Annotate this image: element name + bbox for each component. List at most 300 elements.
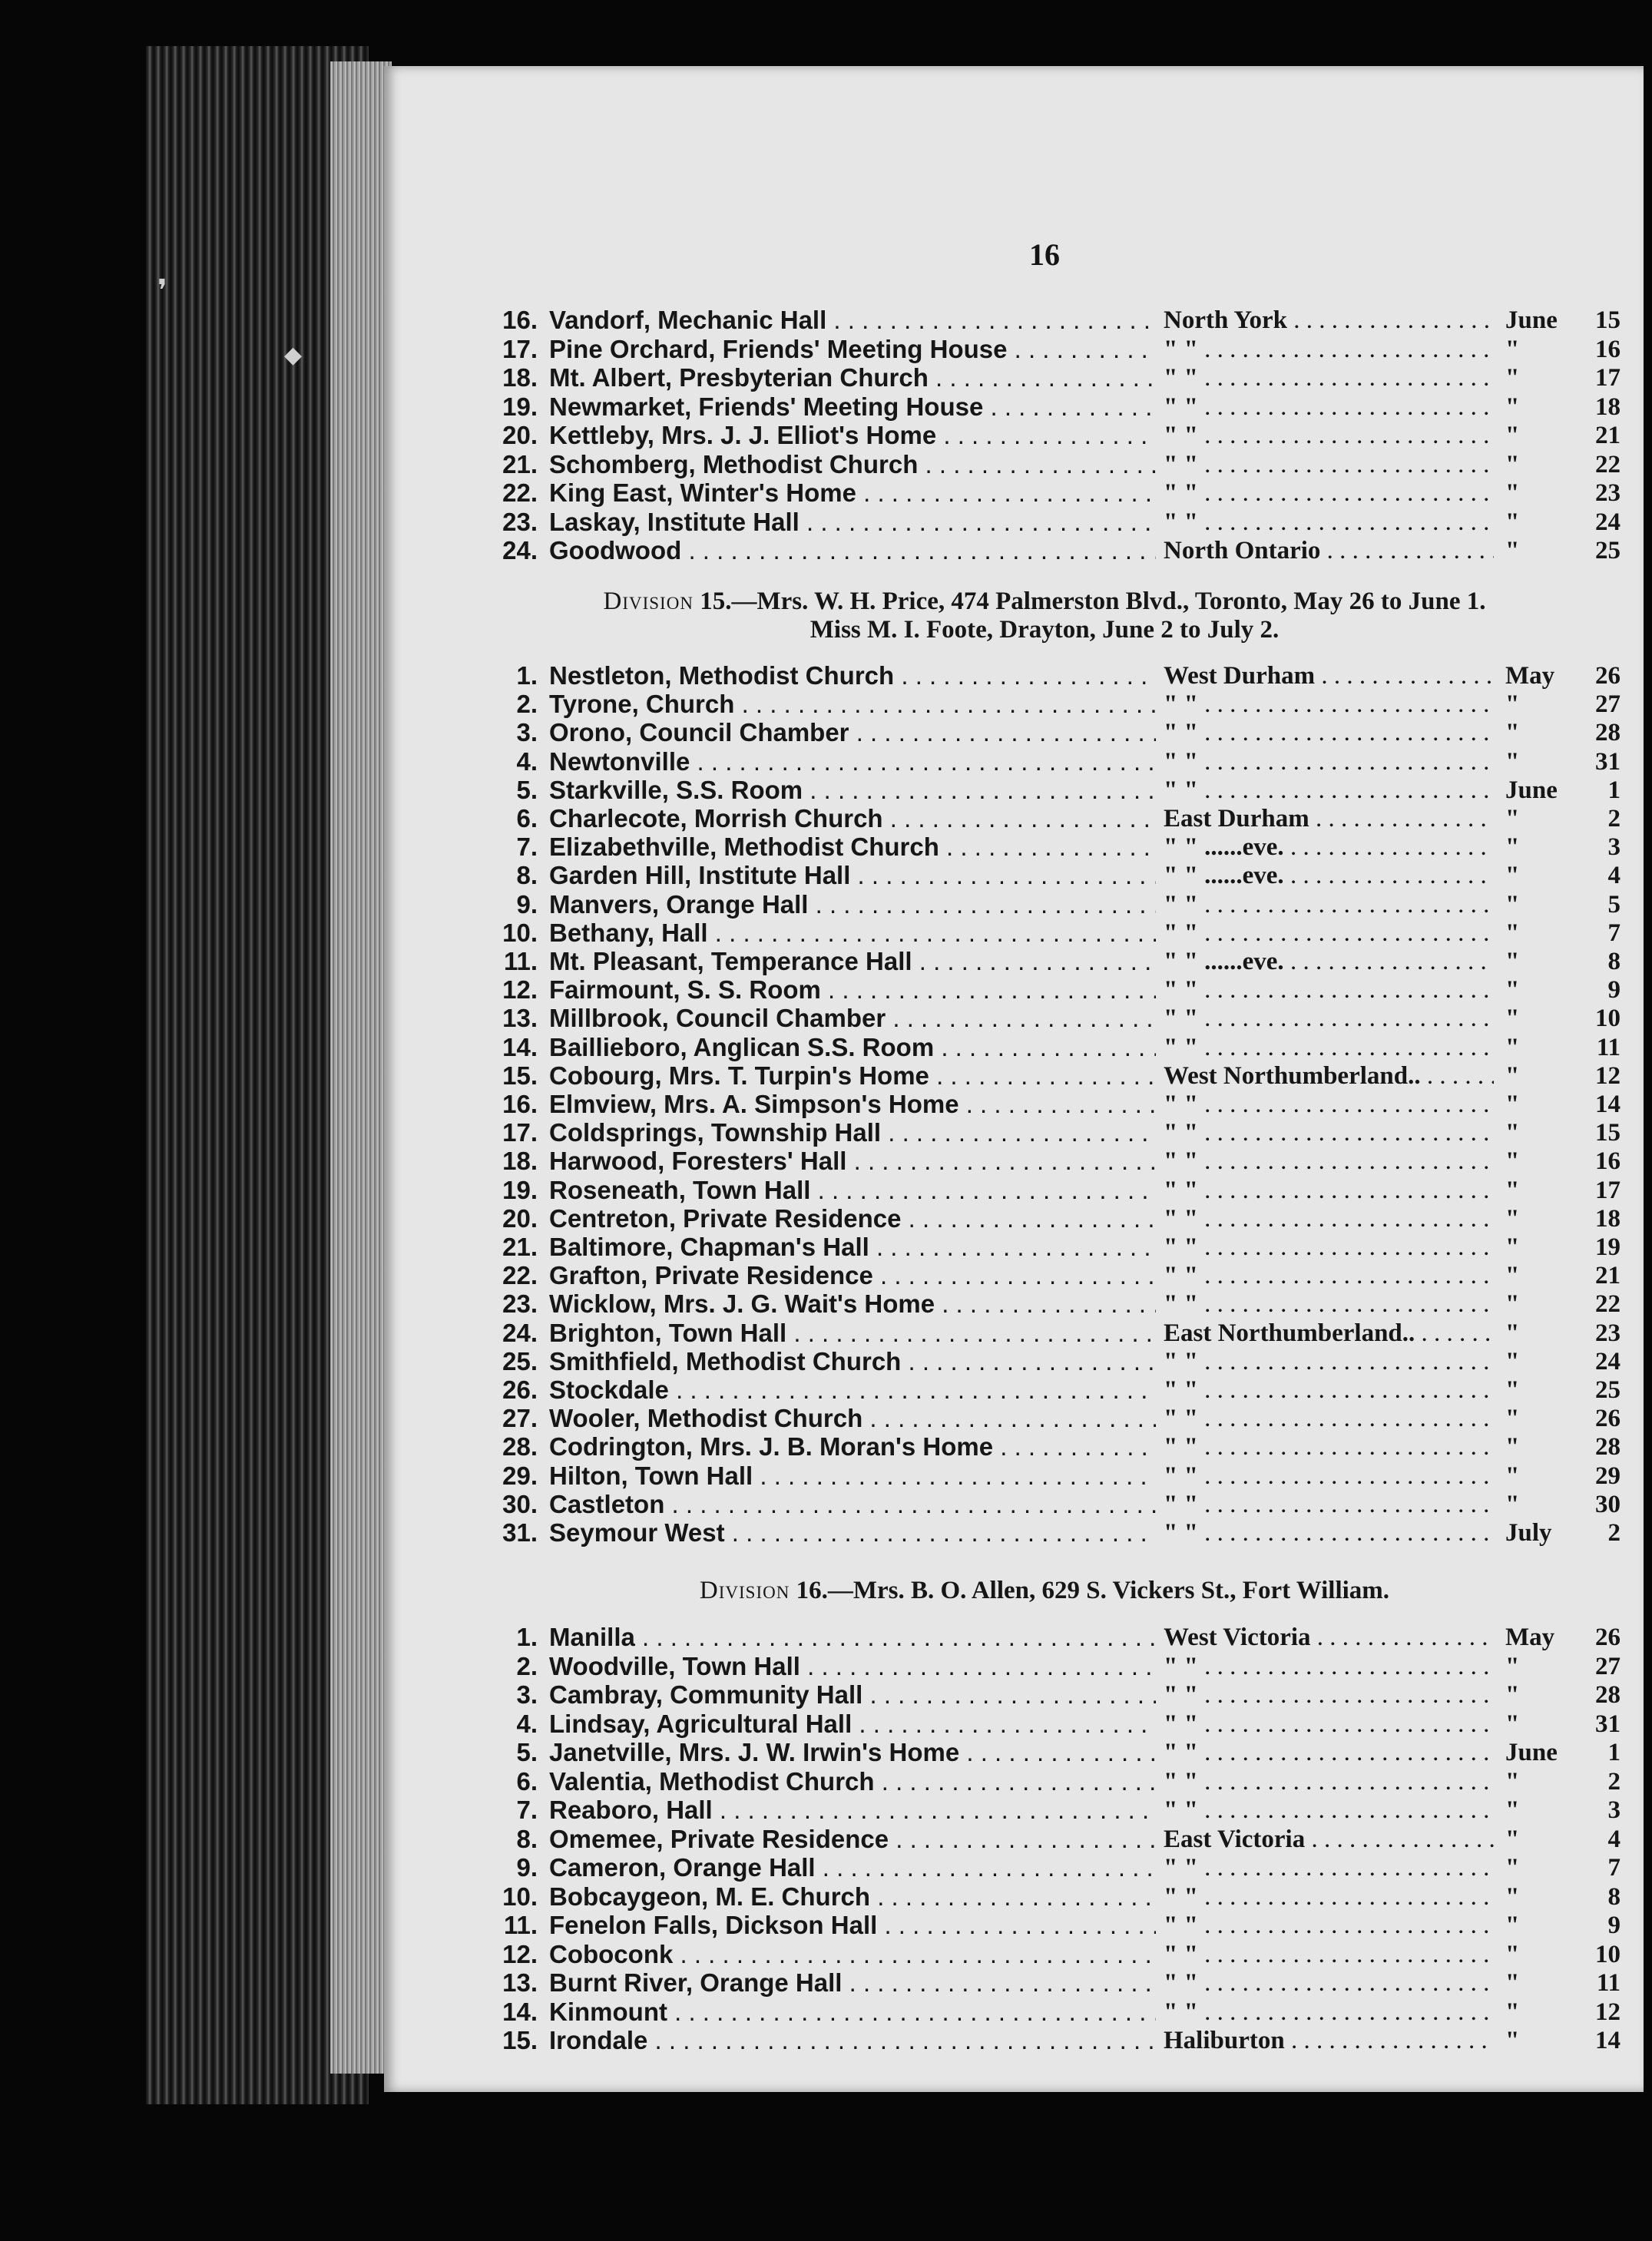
schedule-row — [0, 747, 1652, 776]
division-16-heading — [584, 1577, 1505, 1605]
day: 31 — [1595, 747, 1621, 776]
schedule-row — [0, 1404, 1652, 1433]
county-name: " " . . . — [1164, 1432, 1494, 1461]
entry-number: 17. — [502, 1118, 538, 1147]
place-name: Bethany, Hall . . . — [549, 919, 1156, 948]
county-name: " " ......eve. . . . — [1164, 947, 1494, 976]
place-name: Seymour West . . . — [549, 1518, 1156, 1548]
county-name: " " . . . — [1164, 450, 1494, 479]
county-name: " " . . . — [1164, 1767, 1494, 1796]
day: 11 — [1596, 1033, 1621, 1061]
month: " — [1505, 479, 1520, 507]
schedule-row — [0, 975, 1652, 1005]
entry-number: 21. — [502, 449, 538, 478]
entry-number: 6. — [516, 804, 538, 833]
place-name: Brighton, Town Hall . . . — [549, 1319, 1156, 1348]
month: " — [1505, 1119, 1520, 1147]
place-name: Millbrook, Council Chamber . . . — [549, 1004, 1156, 1033]
day: 26 — [1595, 662, 1621, 690]
day: 22 — [1595, 1290, 1621, 1319]
month: " — [1505, 1854, 1520, 1882]
month: " — [1505, 1969, 1520, 1997]
place-name: Schomberg, Methodist Church . . . — [549, 450, 1156, 479]
day: 11 — [1596, 1969, 1621, 1997]
entry-number: 4. — [516, 746, 538, 776]
month: " — [1505, 833, 1520, 862]
day: 18 — [1595, 392, 1621, 421]
schedule-row — [0, 661, 1652, 690]
schedule-row — [0, 450, 1652, 479]
place-name: Cameron, Orange Hall . . . — [549, 1853, 1156, 1882]
county-name: West Victoria . . . — [1164, 1623, 1494, 1652]
schedule-row — [0, 1118, 1652, 1147]
schedule-row — [0, 392, 1652, 422]
month: " — [1505, 690, 1520, 719]
county-name: " " . . . — [1164, 1289, 1494, 1319]
schedule-row — [0, 1461, 1652, 1491]
month: May — [1505, 662, 1555, 690]
county-name: " " . . . — [1164, 1490, 1494, 1519]
month: " — [1505, 1005, 1520, 1033]
entry-number: 7. — [516, 833, 538, 862]
month: " — [1505, 422, 1520, 449]
county-name: " " . . . — [1164, 1738, 1494, 1767]
entry-number: 8. — [516, 1824, 538, 1853]
day: 14 — [1595, 1091, 1621, 1118]
entry-number: 27. — [502, 1404, 538, 1433]
day: 3 — [1607, 833, 1621, 862]
entry-number: 9. — [516, 1853, 538, 1882]
schedule-row — [0, 1911, 1652, 1940]
day: 14 — [1595, 2027, 1621, 2054]
schedule-row — [0, 1204, 1652, 1233]
division-15-line1: 15.—Mrs. W. H. Price, 474 Palmerston Blvd., Toronto, May 26 to June 1. — [700, 588, 1486, 615]
place-name: Burnt River, Orange Hall . . . — [549, 1968, 1156, 1998]
place-name: Smithfield, Methodist Church . . . — [549, 1347, 1156, 1376]
schedule-row — [0, 804, 1652, 833]
entry-number: 6. — [516, 1766, 538, 1796]
entry-number: 10. — [502, 1882, 538, 1911]
day: 23 — [1595, 1319, 1621, 1347]
place-name: Castleton . . . — [549, 1490, 1156, 1519]
month: " — [1505, 537, 1520, 564]
division-15-heading-line2: Miss M. I. Foote, Drayton, June 2 to July 2. — [809, 616, 1280, 644]
county-name: " " . . . — [1164, 1004, 1494, 1033]
schedule-row — [0, 1261, 1652, 1290]
place-name: Wicklow, Mrs. J. G. Wait's Home . . . — [549, 1289, 1156, 1319]
entry-number: 3. — [516, 718, 538, 747]
day: 2 — [1607, 1767, 1621, 1796]
entry-number: 1. — [516, 661, 538, 690]
month: " — [1505, 1233, 1520, 1261]
entry-number: 13. — [502, 1968, 538, 1997]
day: 2 — [1607, 1519, 1621, 1547]
place-name: Starkville, S.S. Room . . . — [549, 776, 1156, 805]
day: 17 — [1595, 1176, 1621, 1204]
entry-number: 19. — [502, 392, 538, 421]
entry-number: 29. — [502, 1461, 538, 1490]
day: 24 — [1595, 508, 1621, 536]
day: 18 — [1595, 1204, 1621, 1233]
place-name: Reaboro, Hall . . . — [549, 1796, 1156, 1825]
entry-number: 2. — [516, 690, 538, 719]
month: " — [1505, 1461, 1520, 1490]
month: " — [1505, 1652, 1520, 1680]
month: " — [1505, 1882, 1520, 1911]
day: 27 — [1595, 690, 1621, 719]
entry-number: 19. — [502, 1175, 538, 1204]
entry-number: 22. — [502, 478, 538, 507]
entry-number: 23. — [502, 507, 538, 536]
county-name: " " . . . — [1164, 1347, 1494, 1376]
day: 12 — [1595, 1998, 1621, 2026]
division-label: Division — [603, 588, 694, 615]
place-name: Irondale . . . — [549, 2026, 1156, 2055]
day: 5 — [1607, 890, 1621, 919]
entry-number: 15. — [502, 2026, 538, 2054]
entry-number: 26. — [502, 1375, 538, 1404]
place-name: Valentia, Methodist Church . . . — [549, 1767, 1156, 1796]
schedule-row — [0, 947, 1652, 976]
county-name: East Victoria . . . — [1164, 1825, 1494, 1854]
entry-number: 16. — [502, 1090, 538, 1118]
entry-number: 11. — [503, 1911, 538, 1939]
county-name: " " . . . — [1164, 478, 1494, 508]
month: " — [1505, 1061, 1520, 1090]
place-name: Lindsay, Agricultural Hall . . . — [549, 1710, 1156, 1739]
month: " — [1505, 2027, 1520, 2054]
schedule-row — [0, 1432, 1652, 1461]
month: " — [1505, 1262, 1520, 1290]
day: 27 — [1595, 1652, 1621, 1680]
schedule-row — [0, 890, 1652, 919]
day: 1 — [1607, 776, 1621, 804]
county-name: " " . . . — [1164, 1940, 1494, 1969]
day: 30 — [1595, 1490, 1621, 1518]
entry-number: 8. — [516, 861, 538, 890]
place-name: Coboconk . . . — [549, 1940, 1156, 1969]
day: 9 — [1607, 1912, 1621, 1939]
place-name: Kinmount . . . — [549, 1998, 1156, 2027]
entry-number: 25. — [502, 1346, 538, 1375]
entry-number: 16. — [502, 306, 538, 334]
county-name: " " . . . — [1164, 1680, 1494, 1710]
scan-speck-icon: ◆ — [284, 343, 303, 368]
county-name: " " . . . — [1164, 1147, 1494, 1176]
schedule-row — [0, 1998, 1652, 2027]
entry-number: 10. — [502, 918, 538, 947]
place-name: Kettleby, Mrs. J. J. Elliot's Home . . . — [549, 421, 1156, 450]
schedule-row — [0, 1940, 1652, 1969]
month: " — [1505, 1433, 1520, 1461]
month: " — [1505, 1912, 1520, 1939]
schedule-row — [0, 2026, 1652, 2055]
entry-number: 30. — [502, 1489, 538, 1518]
place-name: Vandorf, Mechanic Hall . . . — [549, 306, 1156, 335]
schedule-row — [0, 1233, 1652, 1262]
month: " — [1505, 1147, 1520, 1176]
schedule-row — [0, 306, 1652, 335]
month: May — [1505, 1624, 1555, 1651]
place-name: Charlecote, Morrish Church . . . — [549, 804, 1156, 833]
place-name: Baltimore, Chapman's Hall . . . — [549, 1233, 1156, 1262]
entry-number: 14. — [502, 1997, 538, 2026]
entry-number: 18. — [502, 1147, 538, 1176]
county-name: " " . . . — [1164, 1233, 1494, 1262]
schedule-row — [0, 1652, 1652, 1681]
county-name: " " . . . — [1164, 1204, 1494, 1233]
place-name: Newmarket, Friends' Meeting House . . . — [549, 392, 1156, 422]
day: 8 — [1607, 1882, 1621, 1911]
day: 26 — [1595, 1624, 1621, 1651]
day: 1 — [1607, 1739, 1621, 1766]
month: June — [1505, 1739, 1558, 1766]
county-name: " " . . . — [1164, 508, 1494, 537]
place-name: Omemee, Private Residence . . . — [549, 1825, 1156, 1854]
county-name: " " ......eve. . . . — [1164, 861, 1494, 890]
schedule-row — [0, 1825, 1652, 1854]
month: " — [1505, 1347, 1520, 1375]
month: " — [1505, 1405, 1520, 1433]
schedule-row — [0, 1147, 1652, 1176]
day: 16 — [1595, 1147, 1621, 1176]
place-name: Baillieboro, Anglican S.S. Room . . . — [549, 1033, 1156, 1062]
day: 15 — [1595, 306, 1621, 334]
schedule-row — [0, 1968, 1652, 1998]
month: " — [1505, 392, 1520, 421]
day: 4 — [1607, 862, 1621, 890]
month: " — [1505, 1176, 1520, 1204]
schedule-row — [0, 1176, 1652, 1205]
entry-number: 28. — [502, 1432, 538, 1461]
schedule-row — [0, 1680, 1652, 1710]
place-name: Orono, Council Chamber . . . — [549, 718, 1156, 747]
day: 28 — [1595, 719, 1621, 747]
day: 26 — [1595, 1405, 1621, 1433]
day: 16 — [1595, 335, 1621, 363]
entry-number: 12. — [502, 975, 538, 1005]
day: 7 — [1607, 1854, 1621, 1882]
entry-number: 31. — [502, 1518, 538, 1547]
day: 21 — [1595, 1262, 1621, 1290]
month: " — [1505, 1490, 1520, 1518]
day: 24 — [1595, 1347, 1621, 1375]
day: 10 — [1595, 1940, 1621, 1968]
entry-number: 14. — [502, 1032, 538, 1061]
schedule-row — [0, 536, 1652, 565]
month: " — [1505, 1710, 1520, 1738]
place-name: Fenelon Falls, Dickson Hall . . . — [549, 1911, 1156, 1940]
schedule-row — [0, 1710, 1652, 1739]
day: 12 — [1595, 1061, 1621, 1090]
county-name: " " . . . — [1164, 1176, 1494, 1205]
schedule-row — [0, 421, 1652, 450]
entry-number: 3. — [516, 1680, 538, 1709]
division-16-line1: 16.—Mrs. B. O. Allen, 629 S. Vickers St., Fort William. — [796, 1577, 1390, 1604]
county-name: " " . . . — [1164, 919, 1494, 948]
schedule-row — [0, 1767, 1652, 1796]
page-number: 16 — [1029, 237, 1060, 272]
county-name: " " . . . — [1164, 975, 1494, 1005]
month: " — [1505, 890, 1520, 919]
day: 21 — [1595, 422, 1621, 449]
place-name: Bobcaygeon, M. E. Church . . . — [549, 1882, 1156, 1912]
month: " — [1505, 1319, 1520, 1347]
place-name: Goodwood . . . — [549, 536, 1156, 565]
county-name: " " ......eve. . . . — [1164, 833, 1494, 862]
county-name: " " . . . — [1164, 1461, 1494, 1491]
place-name: Woodville, Town Hall . . . — [549, 1652, 1156, 1681]
county-name: " " . . . — [1164, 747, 1494, 776]
entry-number: 23. — [502, 1289, 538, 1319]
month: June — [1505, 306, 1558, 334]
place-name: Cambray, Community Hall . . . — [549, 1680, 1156, 1710]
scan-speck-icon: ❜ — [157, 273, 167, 308]
month: " — [1505, 1681, 1520, 1709]
schedule-row — [0, 363, 1652, 392]
place-name: Pine Orchard, Friends' Meeting House . . . — [549, 335, 1156, 364]
day: 9 — [1607, 976, 1621, 1005]
schedule-row — [0, 1518, 1652, 1548]
entry-number: 7. — [516, 1796, 538, 1824]
month: " — [1505, 1204, 1520, 1233]
county-name: East Durham . . . — [1164, 804, 1494, 833]
division-15-heading — [461, 588, 1628, 616]
schedule-row — [0, 718, 1652, 747]
county-name: " " . . . — [1164, 1652, 1494, 1681]
place-name: Wooler, Methodist Church . . . — [549, 1404, 1156, 1433]
month: " — [1505, 1825, 1520, 1853]
entry-number: 20. — [502, 1203, 538, 1233]
place-name: Coldsprings, Township Hall . . . — [549, 1118, 1156, 1147]
month: " — [1505, 1940, 1520, 1968]
day: 28 — [1595, 1433, 1621, 1461]
entry-number: 9. — [516, 889, 538, 919]
month: " — [1505, 719, 1520, 747]
entry-number: 4. — [516, 1709, 538, 1738]
day: 22 — [1595, 450, 1621, 478]
place-name: Manvers, Orange Hall . . . — [549, 890, 1156, 919]
entry-number: 15. — [502, 1061, 538, 1090]
schedule-row — [0, 1796, 1652, 1825]
day: 4 — [1607, 1825, 1621, 1853]
entry-number: 11. — [503, 947, 538, 975]
schedule-row — [0, 478, 1652, 508]
entry-number: 5. — [516, 775, 538, 804]
county-name: " " . . . — [1164, 1911, 1494, 1940]
month: " — [1505, 919, 1520, 947]
day: 25 — [1595, 1376, 1621, 1404]
month: " — [1505, 976, 1520, 1005]
month: " — [1505, 450, 1520, 478]
place-name: Nestleton, Methodist Church . . . — [549, 661, 1156, 690]
county-name: " " . . . — [1164, 1033, 1494, 1062]
county-name: " " . . . — [1164, 1968, 1494, 1998]
month: " — [1505, 862, 1520, 890]
schedule-row — [0, 335, 1652, 364]
county-name: " " . . . — [1164, 890, 1494, 919]
month: " — [1505, 1376, 1520, 1404]
county-name: " " . . . — [1164, 776, 1494, 805]
entry-number: 24. — [502, 536, 538, 564]
entry-number: 18. — [502, 363, 538, 392]
day: 2 — [1607, 805, 1621, 833]
schedule-row — [0, 1375, 1652, 1405]
schedule-row — [0, 1882, 1652, 1912]
place-name: Mt. Pleasant, Temperance Hall . . . — [549, 947, 1156, 976]
day: 3 — [1607, 1796, 1621, 1824]
month: " — [1505, 508, 1520, 536]
month: " — [1505, 747, 1520, 776]
schedule-row — [0, 861, 1652, 890]
entry-number: 2. — [516, 1651, 538, 1680]
month: " — [1505, 1998, 1520, 2026]
entry-number: 22. — [502, 1261, 538, 1290]
county-name: North York . . . — [1164, 306, 1494, 335]
county-name: " " . . . — [1164, 1796, 1494, 1825]
schedule-row — [0, 1319, 1652, 1348]
county-name: " " . . . — [1164, 421, 1494, 450]
schedule-row — [0, 776, 1652, 805]
place-name: Stockdale . . . — [549, 1375, 1156, 1405]
entry-number: 17. — [502, 334, 538, 363]
place-name: Fairmount, S. S. Room . . . — [549, 975, 1156, 1005]
day: 8 — [1607, 948, 1621, 975]
county-name: " " . . . — [1164, 718, 1494, 747]
day: 19 — [1595, 1233, 1621, 1261]
day: 28 — [1595, 1681, 1621, 1709]
place-name: Elizabethville, Methodist Church . . . — [549, 833, 1156, 862]
county-name: " " . . . — [1164, 1882, 1494, 1912]
month: " — [1505, 805, 1520, 833]
place-name: Garden Hill, Institute Hall . . . — [549, 861, 1156, 890]
county-name: " " . . . — [1164, 1853, 1494, 1882]
place-name: Hilton, Town Hall . . . — [549, 1461, 1156, 1491]
county-name: " " . . . — [1164, 1710, 1494, 1739]
schedule-row — [0, 1853, 1652, 1882]
place-name: Newtonville . . . — [549, 747, 1156, 776]
county-name: West Durham . . . — [1164, 661, 1494, 690]
schedule-row — [0, 1347, 1652, 1376]
entry-number: 13. — [502, 1004, 538, 1033]
day: 15 — [1595, 1119, 1621, 1147]
schedule-row — [0, 1738, 1652, 1767]
schedule-row — [0, 833, 1652, 862]
county-name: Haliburton . . . — [1164, 2026, 1494, 2055]
county-name: " " . . . — [1164, 1998, 1494, 2027]
schedule-row — [0, 1289, 1652, 1319]
month: " — [1505, 1767, 1520, 1796]
place-name: Laskay, Institute Hall . . . — [549, 508, 1156, 537]
place-name: King East, Winter's Home . . . — [549, 478, 1156, 508]
day: 17 — [1595, 364, 1621, 392]
day: 23 — [1595, 479, 1621, 507]
entry-number: 1. — [516, 1623, 538, 1651]
month: June — [1505, 776, 1558, 804]
day: 7 — [1607, 919, 1621, 947]
place-name: Tyrone, Church . . . — [549, 690, 1156, 719]
day: 10 — [1595, 1005, 1621, 1033]
schedule-row — [0, 1490, 1652, 1519]
month: " — [1505, 1290, 1520, 1319]
entry-number: 24. — [502, 1318, 538, 1347]
place-name: Cobourg, Mrs. T. Turpin's Home . . . — [549, 1061, 1156, 1091]
day: 31 — [1595, 1710, 1621, 1738]
county-name: West Northumberland.. . . . — [1164, 1061, 1494, 1091]
county-name: " " . . . — [1164, 363, 1494, 392]
county-name: " " . . . — [1164, 1518, 1494, 1548]
entry-number: 20. — [502, 421, 538, 449]
